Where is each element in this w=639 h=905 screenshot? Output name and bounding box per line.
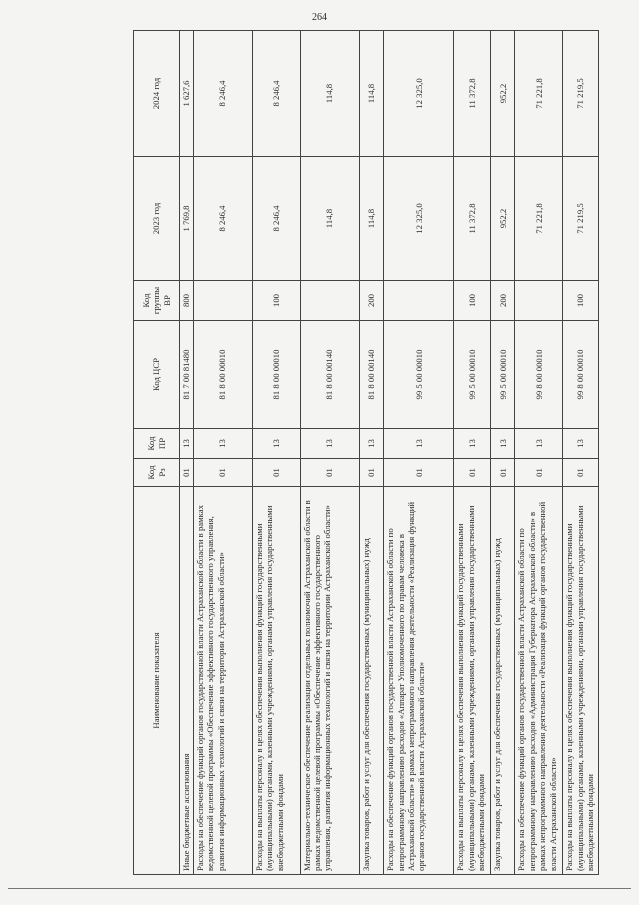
cell-rz: 01: [384, 459, 454, 487]
budget-table: [133, 30, 599, 875]
table-row: [515, 31, 563, 875]
cell-y2023: 1 769,8: [180, 157, 194, 281]
table-row: [193, 31, 252, 875]
cell-csr: 81 8 00 00010: [193, 321, 252, 429]
cell-csr: 81 8 00 00140: [300, 321, 359, 429]
cell-y2024: 71 219,5: [563, 31, 599, 157]
cell-name: Расходы на обеспечение функций органов государственной власти Астраханской области по непрограммному направлению расходов «Аппарат Уполномоченного по правам человека в Астраханской области» в рамках непрограммного направления деятельности «Реализация функций органов государственной власти Астраханской области»: [384, 487, 454, 875]
cell-pr: 13: [491, 429, 515, 459]
table-row: [563, 31, 599, 875]
cell-pr: 13: [515, 429, 563, 459]
cell-csr: 99 8 00 00010: [515, 321, 563, 429]
table-row: [454, 31, 491, 875]
cell-csr: 81 8 00 00010: [252, 321, 300, 429]
cell-y2024: 11 372,8: [454, 31, 491, 157]
cell-rz: 01: [180, 459, 194, 487]
cell-y2024: 952,2: [491, 31, 515, 157]
cell-rz: 01: [563, 459, 599, 487]
table-row: [359, 31, 383, 875]
cell-y2023: 114,8: [359, 157, 383, 281]
cell-csr: 99 5 00 00010: [491, 321, 515, 429]
table-row: [384, 31, 454, 875]
cell-y2023: 114,8: [300, 157, 359, 281]
cell-y2024: 8 246,4: [193, 31, 252, 157]
cell-name: Иные бюджетные ассигнования: [180, 487, 194, 875]
cell-name: Расходы на выплаты персоналу в целях обеспечения выполнения функций государственными (муниципальными) органами, казенными учреждениями, органами управления государственными внебюджетными фондами: [563, 487, 599, 875]
cell-vr: 800: [180, 281, 194, 321]
header-2023: 2023 год: [134, 157, 180, 281]
cell-vr: [300, 281, 359, 321]
bottom-rule: [8, 888, 631, 889]
table-row: [300, 31, 359, 875]
cell-name: Закупка товаров, работ и услуг для обеспечения государственных (муниципальных) нужд: [491, 487, 515, 875]
cell-csr: 99 5 00 00010: [384, 321, 454, 429]
table-row: [252, 31, 300, 875]
cell-vr: 100: [454, 281, 491, 321]
cell-vr: [384, 281, 454, 321]
cell-vr: 100: [252, 281, 300, 321]
cell-y2024: 12 325,0: [384, 31, 454, 157]
cell-rz: 01: [300, 459, 359, 487]
cell-y2023: 71 219,5: [563, 157, 599, 281]
header-vr: Код группы ВР: [134, 281, 180, 321]
cell-pr: 13: [359, 429, 383, 459]
cell-pr: 13: [300, 429, 359, 459]
table-row: [180, 31, 194, 875]
cell-rz: 01: [193, 459, 252, 487]
cell-name: Расходы на выплаты персоналу в целях обеспечения выполнения функций государственными (муниципальными) органами, казенными учреждениями, органами управления государственными внебюджетными фондами: [252, 487, 300, 875]
cell-y2023: 8 246,4: [252, 157, 300, 281]
cell-rz: 01: [491, 459, 515, 487]
cell-name: Расходы на выплаты персоналу в целях обеспечения выполнения функций государственными (муниципальными) органами, казенными учреждениями, органами управления государственными внебюджетными фондами: [454, 487, 491, 875]
cell-y2023: 71 221,8: [515, 157, 563, 281]
cell-vr: 100: [563, 281, 599, 321]
header-rz: Код Рз: [134, 459, 180, 487]
cell-rz: 01: [454, 459, 491, 487]
cell-pr: 13: [384, 429, 454, 459]
cell-vr: 200: [491, 281, 515, 321]
header-2024: 2024 год: [134, 31, 180, 157]
cell-pr: 13: [563, 429, 599, 459]
table-header-row: [134, 31, 180, 875]
cell-csr: 99 5 00 00010: [454, 321, 491, 429]
cell-csr: 99 8 00 00010: [563, 321, 599, 429]
cell-vr: 200: [359, 281, 383, 321]
cell-y2024: 71 221,8: [515, 31, 563, 157]
cell-y2024: 114,8: [359, 31, 383, 157]
cell-rz: 01: [359, 459, 383, 487]
cell-name: Материально-техническое обеспечение реализации отдельных полномочий Астраханской области в рамках ведомственной целевой программы «Обеспечение эффективного государственного управления, развития информационных технологий и связи на территории Астраханской области»: [300, 487, 359, 875]
cell-y2024: 8 246,4: [252, 31, 300, 157]
cell-rz: 01: [515, 459, 563, 487]
cell-name: Расходы на обеспечение функций органов государственной власти Астраханской области в рамках ведомственной целевой программы «Обеспечение эффективного государственного управления, развития информационных технологий и связи на территории Астраханской области»: [193, 487, 252, 875]
page-number: 264: [312, 12, 327, 23]
cell-pr: 13: [454, 429, 491, 459]
cell-y2023: 11 372,8: [454, 157, 491, 281]
cell-vr: [193, 281, 252, 321]
header-csr: Код ЦСР: [134, 321, 180, 429]
cell-rz: 01: [252, 459, 300, 487]
cell-vr: [515, 281, 563, 321]
cell-y2023: 952,2: [491, 157, 515, 281]
cell-y2024: 1 627,6: [180, 31, 194, 157]
table-row: [491, 31, 515, 875]
cell-csr: 81 7 00 81480: [180, 321, 194, 429]
cell-y2024: 114,8: [300, 31, 359, 157]
cell-name: Расходы на обеспечение функций органов государственной власти Астраханской области по непрограммному направлению расходов «Администрация Губернатора Астраханской области» в рамках непрограммного направления деятельности «Реализация функций органов государственной власти Астраханской области»: [515, 487, 563, 875]
rotated-table-container: [133, 31, 599, 875]
cell-pr: 13: [180, 429, 194, 459]
cell-pr: 13: [193, 429, 252, 459]
header-name: Наименование показателя: [134, 487, 180, 875]
cell-y2023: 8 246,4: [193, 157, 252, 281]
cell-y2023: 12 325,0: [384, 157, 454, 281]
cell-name: Закупка товаров, работ и услуг для обеспечения государственных (муниципальных) нужд: [359, 487, 383, 875]
cell-csr: 81 8 00 00140: [359, 321, 383, 429]
header-pr: Код ПР: [134, 429, 180, 459]
cell-pr: 13: [252, 429, 300, 459]
